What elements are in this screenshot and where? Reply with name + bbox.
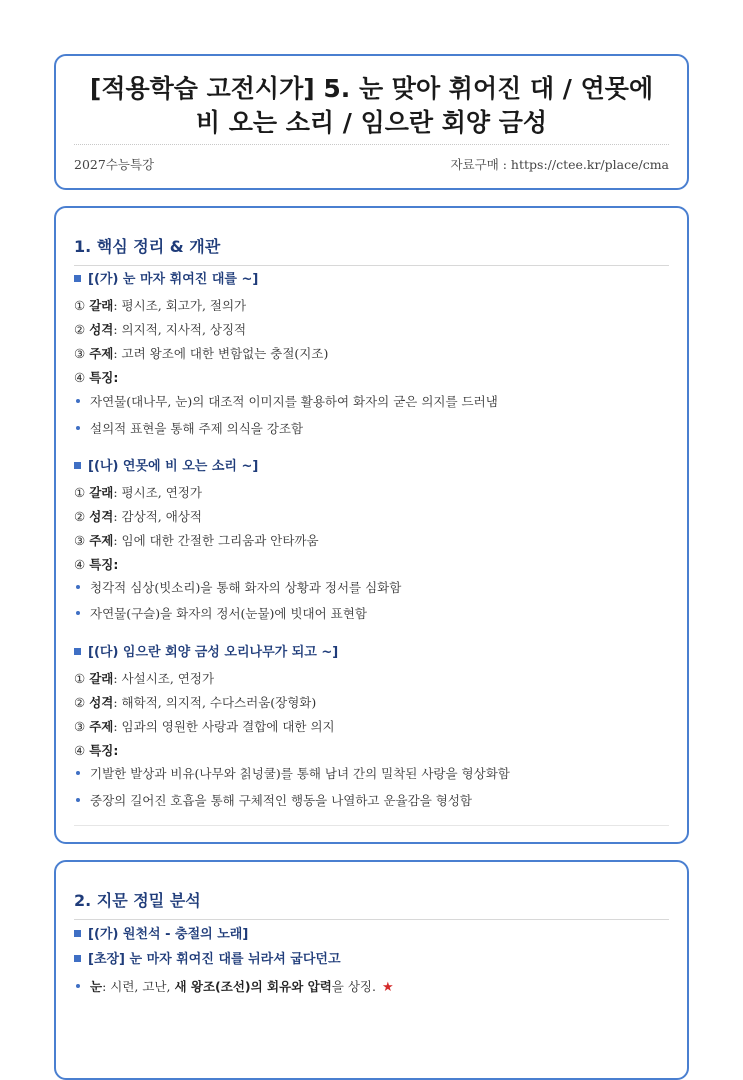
dot-bullet-icon (76, 611, 80, 615)
square-bullet-icon (74, 930, 81, 937)
part-da-genre: ① 갈래: 사설시조, 연정가 (74, 671, 215, 686)
section2-divider (74, 919, 669, 920)
dot-bullet-icon (76, 984, 80, 988)
part-na-feature-item: 자연물(구슬)을 화자의 정서(눈물)에 빗대어 표현함 (74, 606, 669, 622)
dot-bullet-icon (76, 399, 80, 403)
square-bullet-icon (74, 462, 81, 469)
part-na-feature-item: 청각적 심상(빗소리)을 통해 화자의 상황과 정서를 심화함 (74, 580, 669, 596)
dot-bullet-icon (76, 585, 80, 589)
section1-title: 1. 핵심 정리 & 개관 (74, 237, 221, 256)
header-card (54, 54, 689, 190)
part-na-genre: ① 갈래: 평시조, 연정가 (74, 485, 202, 500)
square-bullet-icon (74, 648, 81, 655)
part-da-character: ② 성격: 해학적, 의지적, 수다스러움(장형화) (74, 695, 317, 710)
square-bullet-icon (74, 275, 81, 282)
part-na-features-label: ④ 특징: (74, 557, 119, 572)
section1-divider (74, 265, 669, 266)
section1-bottom-divider (74, 825, 669, 826)
book-name: 2027수능특강 (74, 157, 155, 172)
part-na-theme: ③ 주제: 임에 대한 간절한 그리움과 안타까움 (74, 533, 319, 548)
part-da-heading: [(다) 임으란 회양 금성 오리나무가 되고 ~] (74, 645, 669, 661)
part-na-heading: [(나) 연못에 비 오는 소리 ~] (74, 459, 669, 475)
section2-note: 눈: 시련, 고난, 새 왕조(조선)의 회유와 압력을 상징. ★ (74, 979, 669, 996)
part-na-character: ② 성격: 감상적, 애상적 (74, 509, 202, 524)
section2-heading-ga: [(가) 원천석 - 충절의 노래] (74, 927, 669, 943)
part-ga-theme: ③ 주제: 고려 왕조에 대한 변함없는 충절(지조) (74, 346, 329, 361)
purchase-link[interactable]: 자료구매 : https://ctee.kr/place/cma (450, 157, 669, 172)
square-bullet-icon (74, 955, 81, 962)
section2-heading-chojang: [초장] 눈 마자 휘여진 대를 뉘라셔 굽다던고 (74, 952, 669, 968)
section2-card (54, 860, 689, 1080)
part-ga-feature-item: 설의적 표현을 통해 주제 의식을 강조함 (74, 421, 669, 437)
part-ga-genre: ① 갈래: 평시조, 회고가, 절의가 (74, 298, 247, 313)
part-da-feature-item: 기발한 발상과 비유(나무와 칡넝쿨)를 통해 남녀 간의 밀착된 사랑을 형상화함 (74, 766, 669, 782)
part-da-features-label: ④ 특징: (74, 743, 119, 758)
dot-bullet-icon (76, 798, 80, 802)
part-da-feature-item: 중장의 길어진 호흡을 통해 구체적인 행동을 나열하고 운율감을 형성함 (74, 793, 669, 809)
section1-card (54, 206, 689, 844)
dot-bullet-icon (76, 426, 80, 430)
part-ga-features-label: ④ 특징: (74, 370, 119, 385)
part-ga-heading: [(가) 눈 마자 휘여진 대를 ~] (74, 272, 669, 288)
part-ga-character: ② 성격: 의지적, 지사적, 상징적 (74, 322, 247, 337)
section2-title: 2. 지문 정밀 분석 (74, 891, 201, 910)
part-ga-feature-item: 자연물(대나무, 눈)의 대조적 이미지를 활용하여 화자의 굳은 의지를 드러냄 (74, 394, 669, 410)
part-da-theme: ③ 주제: 임과의 영원한 사랑과 결합에 대한 의지 (74, 719, 335, 734)
star-icon: ★ (381, 980, 394, 995)
document-title: [적용학습 고전시가] 5. 눈 맞아 휘어진 대 / 연못에 비 오는 소리 / 임으란 회양 금성 (89, 74, 654, 137)
header-divider (74, 144, 669, 145)
dot-bullet-icon (76, 771, 80, 775)
